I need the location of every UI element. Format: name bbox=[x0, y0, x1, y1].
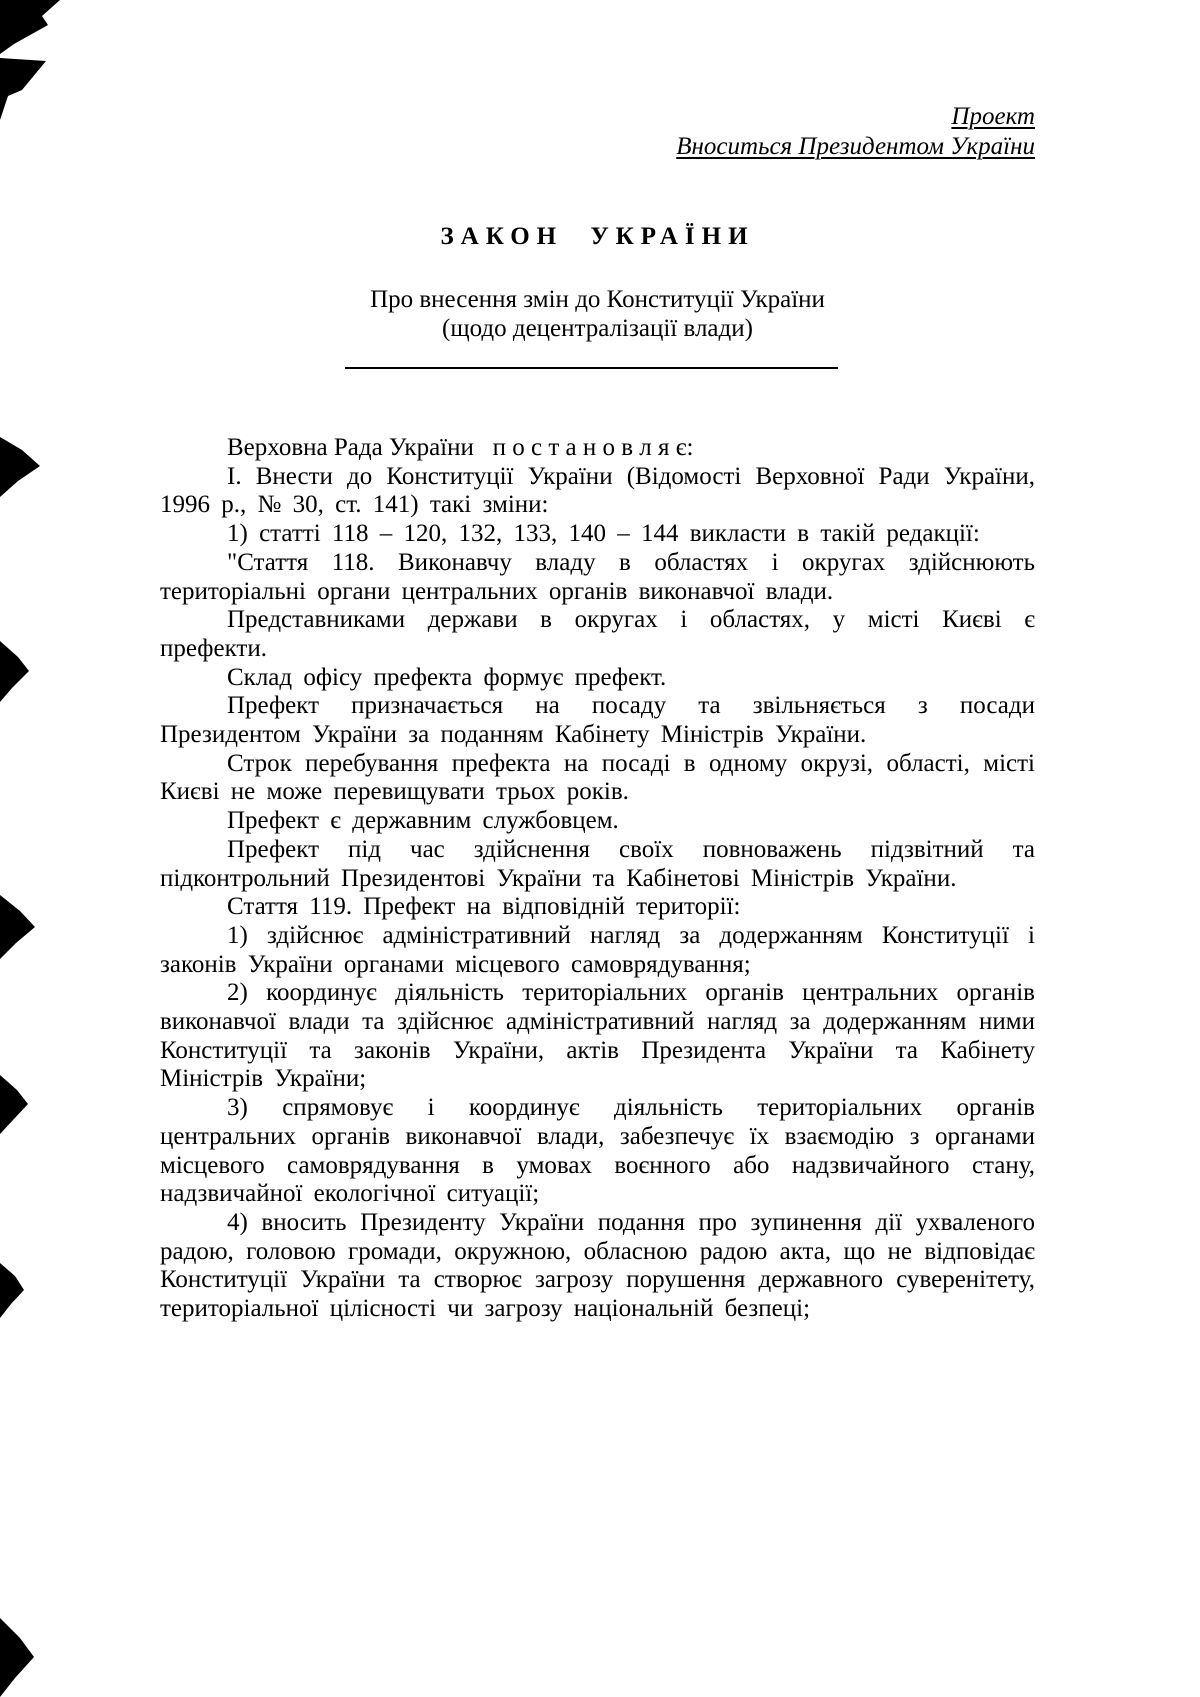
para-article-119-item-4: 4) вносить Президенту України подання про зупинення дії ухваленого радою, головою громади, окружною, обласною радою акта, що не відповідає Конституції України та створює загрозу порушення державного суверенітету, територіальної цілісності чи загрозу національній безпеці; bbox=[160, 1208, 1035, 1323]
law-subtitle-line1: Про внесення змін до Конституції України bbox=[370, 286, 825, 313]
para-article-118-p7: Префект під час здійснення своїх повноважень підзвітний та підконтрольний Президентові України та Кабінетові Міністрів України. bbox=[160, 835, 1035, 892]
law-subtitle bbox=[160, 285, 1035, 343]
para-article-118-p3: Склад офісу префекта формує префект. bbox=[227, 663, 667, 691]
scan-artifacts bbox=[0, 0, 70, 1697]
para-article-118-p1: "Стаття 118. Виконавчу владу в областях і округах здійснюють територіальні органи центральних органів виконавчої влади. bbox=[160, 548, 1035, 605]
project-label: Проект bbox=[951, 103, 1035, 130]
document-header bbox=[160, 0, 1035, 162]
submitted-by-label: Вноситься Президентом України bbox=[676, 133, 1035, 160]
para-amendment-intro: І. Внести до Конституції України (Відомості Верховної Ради України, 1996 р., № 30, ст. 141) такі зміни: bbox=[160, 462, 1035, 519]
para-article-119-item-3: 3) спрямовує і координує діяльність територіальних органів центральних органів виконавчої влади, забезпечує їх взаємодію з органами місцевого самоврядування в умовах воєнного або надзвичайного стану, надзвичайної екологічної ситуації; bbox=[160, 1094, 1035, 1208]
law-title: ЗАКОН УКРАЇНИ bbox=[440, 223, 755, 250]
para-article-118-p6: Префект є державним службовцем. bbox=[227, 807, 619, 835]
resolution-line: Верховна Рада України п о с т а н о в л я є: bbox=[227, 434, 694, 461]
para-article-118-p5: Строк перебування префекта на посаді в одному окрузі, області, місті Києві не може перевищувати трьох років. bbox=[160, 749, 1035, 806]
para-article-118-p4: Префект призначається на посаду та звільняється з посади Президентом України за поданням Кабінету Міністрів України. bbox=[160, 692, 1035, 749]
para-article-118-p2: Представниками держави в округах і областях, у місті Києві є префекти. bbox=[160, 606, 1035, 662]
scan-artifact bbox=[0, 1618, 34, 1697]
scan-artifact bbox=[0, 58, 46, 120]
para-article-119-intro: Стаття 119. Префект на відповідній території: bbox=[227, 893, 741, 921]
separator-line bbox=[345, 367, 838, 369]
para-article-119-item-1: 1) здійснює адміністративний нагляд за додержанням Конституції і законів України органами місцевого самоврядування; bbox=[160, 921, 1035, 978]
header-line bbox=[160, 132, 1035, 162]
scan-artifact bbox=[0, 895, 35, 959]
para-item-1: 1) статті 118 – 120, 132, 133, 140 – 144 викласти в такій редакції: bbox=[227, 520, 980, 548]
law-subtitle-line2: (щодо децентралізації влади) bbox=[442, 315, 753, 342]
scan-artifact bbox=[0, 0, 60, 54]
header-line bbox=[160, 102, 1035, 132]
scan-artifact bbox=[0, 1263, 24, 1318]
scan-artifact bbox=[0, 641, 29, 702]
scan-artifact bbox=[0, 1075, 28, 1134]
scan-artifact bbox=[0, 437, 40, 497]
para-article-119-item-2: 2) координує діяльність територіальних органів центральних органів виконавчої влади та здійснює адміністративний нагляд за додержанням ними Конституції та законів України, актів Президента України та Кабінету Міністрів України; bbox=[160, 979, 1035, 1093]
